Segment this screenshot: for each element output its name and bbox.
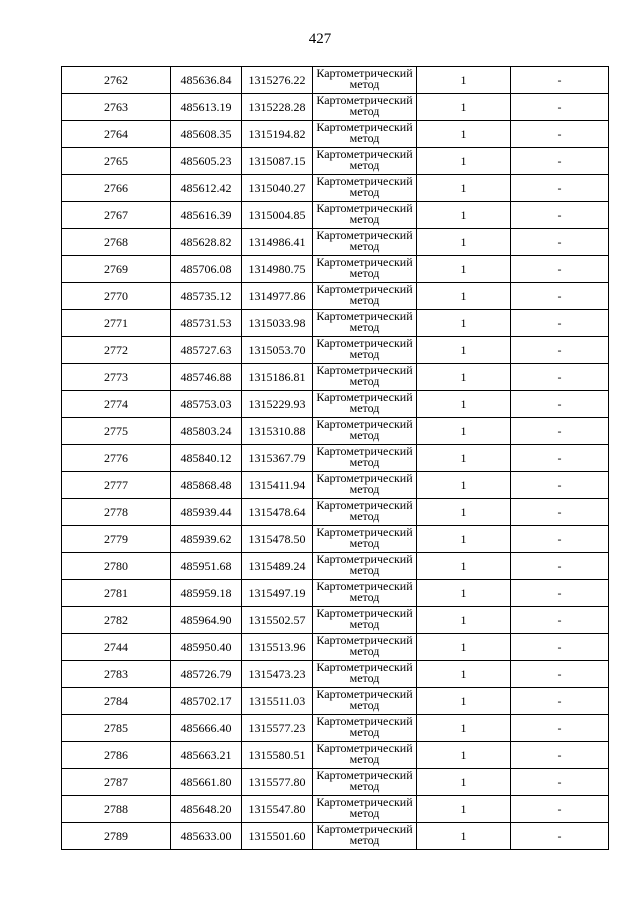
- note-cell: -: [511, 715, 609, 742]
- table-row: [62, 283, 609, 310]
- y-coordinate-cell: 1315580.51: [242, 742, 313, 769]
- y-coordinate-cell: 1314977.86: [242, 283, 313, 310]
- coordinates-table: [61, 66, 609, 850]
- table-row: [62, 391, 609, 418]
- point-number-cell: 2771: [62, 310, 171, 337]
- table-row: [62, 823, 609, 850]
- point-number-cell: 2776: [62, 445, 171, 472]
- precision-value-cell: 1: [417, 634, 511, 661]
- x-coordinate-cell: 485702.17: [171, 688, 242, 715]
- method-cell: Картометрический метод: [313, 256, 417, 283]
- method-cell: Картометрический метод: [313, 472, 417, 499]
- table-row: [62, 580, 609, 607]
- x-coordinate-cell: 485939.44: [171, 499, 242, 526]
- precision-value-cell: 1: [417, 283, 511, 310]
- x-coordinate-cell: 485661.80: [171, 769, 242, 796]
- point-number-cell: 2762: [62, 67, 171, 94]
- precision-value-cell: 1: [417, 121, 511, 148]
- point-number-cell: 2780: [62, 553, 171, 580]
- table-row: [62, 445, 609, 472]
- y-coordinate-cell: 1315501.60: [242, 823, 313, 850]
- precision-value-cell: 1: [417, 688, 511, 715]
- page-number: 427: [308, 31, 332, 47]
- precision-value-cell: 1: [417, 553, 511, 580]
- method-cell: Картометрический метод: [313, 391, 417, 418]
- y-coordinate-cell: 1315511.03: [242, 688, 313, 715]
- x-coordinate-cell: 485628.82: [171, 229, 242, 256]
- table-row: [62, 229, 609, 256]
- method-cell: Картометрический метод: [313, 769, 417, 796]
- y-coordinate-cell: 1315497.19: [242, 580, 313, 607]
- table-row: [62, 472, 609, 499]
- point-number-cell: 2770: [62, 283, 171, 310]
- x-coordinate-cell: 485616.39: [171, 202, 242, 229]
- y-coordinate-cell: 1315310.88: [242, 418, 313, 445]
- x-coordinate-cell: 485663.21: [171, 742, 242, 769]
- precision-value-cell: 1: [417, 823, 511, 850]
- point-number-cell: 2785: [62, 715, 171, 742]
- coordinates-table-body: [62, 67, 609, 850]
- y-coordinate-cell: 1315186.81: [242, 364, 313, 391]
- table-row: [62, 310, 609, 337]
- table-row: [62, 499, 609, 526]
- note-cell: -: [511, 634, 609, 661]
- table-row: [62, 175, 609, 202]
- x-coordinate-cell: 485840.12: [171, 445, 242, 472]
- y-coordinate-cell: 1314980.75: [242, 256, 313, 283]
- method-cell: Картометрический метод: [313, 283, 417, 310]
- point-number-cell: 2788: [62, 796, 171, 823]
- note-cell: -: [511, 364, 609, 391]
- x-coordinate-cell: 485868.48: [171, 472, 242, 499]
- point-number-cell: 2769: [62, 256, 171, 283]
- x-coordinate-cell: 485731.53: [171, 310, 242, 337]
- note-cell: -: [511, 742, 609, 769]
- method-cell: Картометрический метод: [313, 823, 417, 850]
- point-number-cell: 2779: [62, 526, 171, 553]
- point-number-cell: 2789: [62, 823, 171, 850]
- y-coordinate-cell: 1315489.24: [242, 553, 313, 580]
- method-cell: Картометрический метод: [313, 715, 417, 742]
- note-cell: -: [511, 688, 609, 715]
- x-coordinate-cell: 485633.00: [171, 823, 242, 850]
- table-row: [62, 688, 609, 715]
- method-cell: Картометрический метод: [313, 553, 417, 580]
- method-cell: Картометрический метод: [313, 445, 417, 472]
- note-cell: -: [511, 67, 609, 94]
- method-cell: Картометрический метод: [313, 634, 417, 661]
- y-coordinate-cell: 1315478.64: [242, 499, 313, 526]
- method-cell: Картометрический метод: [313, 67, 417, 94]
- table-row: [62, 364, 609, 391]
- method-cell: Картометрический метод: [313, 742, 417, 769]
- table-row: [62, 94, 609, 121]
- note-cell: -: [511, 229, 609, 256]
- point-number-cell: 2778: [62, 499, 171, 526]
- precision-value-cell: 1: [417, 445, 511, 472]
- y-coordinate-cell: 1315411.94: [242, 472, 313, 499]
- table-row: [62, 553, 609, 580]
- note-cell: -: [511, 283, 609, 310]
- x-coordinate-cell: 485753.03: [171, 391, 242, 418]
- y-coordinate-cell: 1315040.27: [242, 175, 313, 202]
- precision-value-cell: 1: [417, 175, 511, 202]
- x-coordinate-cell: 485648.20: [171, 796, 242, 823]
- precision-value-cell: 1: [417, 796, 511, 823]
- note-cell: -: [511, 580, 609, 607]
- precision-value-cell: 1: [417, 418, 511, 445]
- table-row: [62, 67, 609, 94]
- y-coordinate-cell: 1315547.80: [242, 796, 313, 823]
- precision-value-cell: 1: [417, 364, 511, 391]
- x-coordinate-cell: 485803.24: [171, 418, 242, 445]
- point-number-cell: 2787: [62, 769, 171, 796]
- table-row: [62, 634, 609, 661]
- x-coordinate-cell: 485666.40: [171, 715, 242, 742]
- note-cell: -: [511, 202, 609, 229]
- table-row: [62, 661, 609, 688]
- method-cell: Картометрический метод: [313, 661, 417, 688]
- note-cell: -: [511, 526, 609, 553]
- y-coordinate-cell: 1315367.79: [242, 445, 313, 472]
- y-coordinate-cell: 1315502.57: [242, 607, 313, 634]
- x-coordinate-cell: 485706.08: [171, 256, 242, 283]
- note-cell: -: [511, 121, 609, 148]
- method-cell: Картометрический метод: [313, 337, 417, 364]
- note-cell: -: [511, 175, 609, 202]
- point-number-cell: 2744: [62, 634, 171, 661]
- method-cell: Картометрический метод: [313, 607, 417, 634]
- table-row: [62, 148, 609, 175]
- x-coordinate-cell: 485735.12: [171, 283, 242, 310]
- point-number-cell: 2774: [62, 391, 171, 418]
- y-coordinate-cell: 1315194.82: [242, 121, 313, 148]
- method-cell: Картометрический метод: [313, 796, 417, 823]
- precision-value-cell: 1: [417, 94, 511, 121]
- x-coordinate-cell: 485612.42: [171, 175, 242, 202]
- y-coordinate-cell: 1315276.22: [242, 67, 313, 94]
- precision-value-cell: 1: [417, 202, 511, 229]
- method-cell: Картометрический метод: [313, 229, 417, 256]
- method-cell: Картометрический метод: [313, 148, 417, 175]
- point-number-cell: 2773: [62, 364, 171, 391]
- method-cell: Картометрический метод: [313, 364, 417, 391]
- table-row: [62, 337, 609, 364]
- table-row: [62, 796, 609, 823]
- note-cell: -: [511, 148, 609, 175]
- y-coordinate-cell: 1315513.96: [242, 634, 313, 661]
- method-cell: Картометрический метод: [313, 499, 417, 526]
- precision-value-cell: 1: [417, 256, 511, 283]
- x-coordinate-cell: 485636.84: [171, 67, 242, 94]
- point-number-cell: 2767: [62, 202, 171, 229]
- note-cell: -: [511, 823, 609, 850]
- method-cell: Картометрический метод: [313, 121, 417, 148]
- x-coordinate-cell: 485959.18: [171, 580, 242, 607]
- note-cell: -: [511, 94, 609, 121]
- precision-value-cell: 1: [417, 391, 511, 418]
- precision-value-cell: 1: [417, 499, 511, 526]
- method-cell: Картометрический метод: [313, 688, 417, 715]
- note-cell: -: [511, 769, 609, 796]
- precision-value-cell: 1: [417, 580, 511, 607]
- precision-value-cell: 1: [417, 661, 511, 688]
- precision-value-cell: 1: [417, 607, 511, 634]
- note-cell: -: [511, 337, 609, 364]
- note-cell: -: [511, 310, 609, 337]
- point-number-cell: 2783: [62, 661, 171, 688]
- point-number-cell: 2781: [62, 580, 171, 607]
- note-cell: -: [511, 472, 609, 499]
- point-number-cell: 2777: [62, 472, 171, 499]
- y-coordinate-cell: 1315577.23: [242, 715, 313, 742]
- y-coordinate-cell: 1315033.98: [242, 310, 313, 337]
- point-number-cell: 2764: [62, 121, 171, 148]
- method-cell: Картометрический метод: [313, 418, 417, 445]
- y-coordinate-cell: 1315228.28: [242, 94, 313, 121]
- table-row: [62, 742, 609, 769]
- table-row: [62, 607, 609, 634]
- x-coordinate-cell: 485951.68: [171, 553, 242, 580]
- y-coordinate-cell: 1315229.93: [242, 391, 313, 418]
- x-coordinate-cell: 485608.35: [171, 121, 242, 148]
- point-number-cell: 2786: [62, 742, 171, 769]
- note-cell: -: [511, 553, 609, 580]
- point-number-cell: 2772: [62, 337, 171, 364]
- table-row: [62, 526, 609, 553]
- method-cell: Картометрический метод: [313, 94, 417, 121]
- y-coordinate-cell: 1315473.23: [242, 661, 313, 688]
- y-coordinate-cell: 1315478.50: [242, 526, 313, 553]
- note-cell: -: [511, 391, 609, 418]
- table-row: [62, 202, 609, 229]
- point-number-cell: 2766: [62, 175, 171, 202]
- note-cell: -: [511, 661, 609, 688]
- precision-value-cell: 1: [417, 769, 511, 796]
- table-row: [62, 769, 609, 796]
- precision-value-cell: 1: [417, 67, 511, 94]
- point-number-cell: 2763: [62, 94, 171, 121]
- precision-value-cell: 1: [417, 337, 511, 364]
- method-cell: Картометрический метод: [313, 526, 417, 553]
- point-number-cell: 2765: [62, 148, 171, 175]
- y-coordinate-cell: 1314986.41: [242, 229, 313, 256]
- x-coordinate-cell: 485964.90: [171, 607, 242, 634]
- precision-value-cell: 1: [417, 742, 511, 769]
- point-number-cell: 2768: [62, 229, 171, 256]
- precision-value-cell: 1: [417, 526, 511, 553]
- precision-value-cell: 1: [417, 472, 511, 499]
- y-coordinate-cell: 1315577.80: [242, 769, 313, 796]
- table-row: [62, 256, 609, 283]
- x-coordinate-cell: 485613.19: [171, 94, 242, 121]
- note-cell: -: [511, 445, 609, 472]
- method-cell: Картометрический метод: [313, 202, 417, 229]
- method-cell: Картометрический метод: [313, 580, 417, 607]
- note-cell: -: [511, 256, 609, 283]
- x-coordinate-cell: 485950.40: [171, 634, 242, 661]
- note-cell: -: [511, 796, 609, 823]
- y-coordinate-cell: 1315004.85: [242, 202, 313, 229]
- y-coordinate-cell: 1315053.70: [242, 337, 313, 364]
- precision-value-cell: 1: [417, 148, 511, 175]
- x-coordinate-cell: 485726.79: [171, 661, 242, 688]
- precision-value-cell: 1: [417, 229, 511, 256]
- note-cell: -: [511, 418, 609, 445]
- table-row: [62, 715, 609, 742]
- table-row: [62, 121, 609, 148]
- point-number-cell: 2784: [62, 688, 171, 715]
- x-coordinate-cell: 485727.63: [171, 337, 242, 364]
- method-cell: Картометрический метод: [313, 175, 417, 202]
- table-row: [62, 418, 609, 445]
- note-cell: -: [511, 499, 609, 526]
- x-coordinate-cell: 485746.88: [171, 364, 242, 391]
- x-coordinate-cell: 485605.23: [171, 148, 242, 175]
- note-cell: -: [511, 607, 609, 634]
- y-coordinate-cell: 1315087.15: [242, 148, 313, 175]
- point-number-cell: 2775: [62, 418, 171, 445]
- x-coordinate-cell: 485939.62: [171, 526, 242, 553]
- precision-value-cell: 1: [417, 715, 511, 742]
- point-number-cell: 2782: [62, 607, 171, 634]
- method-cell: Картометрический метод: [313, 310, 417, 337]
- precision-value-cell: 1: [417, 310, 511, 337]
